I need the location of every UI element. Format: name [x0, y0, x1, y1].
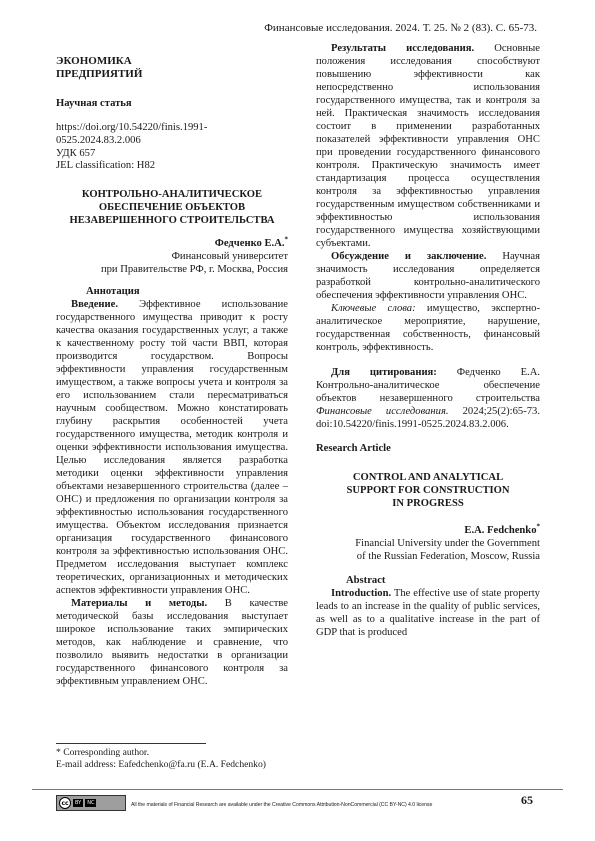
- author-footnote-mark-en: *: [536, 522, 540, 531]
- doi-line-2[interactable]: 0525.2024.83.2.006: [56, 134, 141, 146]
- jel-classification: JEL classification: H82: [56, 160, 156, 172]
- abstract-heading-en: Abstract: [346, 575, 386, 586]
- affiliation-en-2: of the Russian Federation, Moscow, Russia: [356, 551, 540, 562]
- cc-by-nc-icon: [56, 795, 126, 811]
- footnote-rule: [56, 743, 206, 744]
- corresponding-author: * Corresponding author.: [56, 747, 149, 758]
- keywords-text: имущество, экспертно-аналитическое мероприятие, нарушение, государственная собственность, финансовый контроль, эффективность.: [316, 303, 540, 353]
- keywords-ru: [316, 302, 540, 354]
- doi-line-1[interactable]: https://doi.org/10.54220/finis.1991-: [56, 122, 208, 133]
- affiliation-ru-1: Финансовый университет: [171, 251, 288, 263]
- article-type-ru: Научная статья: [56, 98, 132, 109]
- article-title-en: [316, 471, 540, 510]
- introduction-label: Введение.: [71, 299, 118, 311]
- title-en-line-2: SUPPORT FOR CONSTRUCTION: [346, 485, 510, 496]
- introduction-label-en: Introduction.: [331, 588, 392, 599]
- abstract-heading-ru: Аннотация: [86, 286, 140, 298]
- footnote: [56, 747, 296, 771]
- page-number: 65: [521, 793, 533, 807]
- abstract-introduction: [56, 298, 288, 597]
- abstract-introduction-en: [316, 587, 540, 639]
- abstract-methods: [56, 597, 288, 688]
- article-meta: [56, 122, 288, 173]
- affiliation-ru-2: при Правительстве РФ, г. Москва, Россия: [100, 264, 288, 276]
- affiliation-en-1: Financial University under the Government: [355, 538, 540, 549]
- left-column: [56, 55, 288, 688]
- discussion-label: Обсуждение и заключение.: [331, 251, 487, 262]
- results-label: Результаты исследования.: [331, 43, 475, 54]
- citation-text-2[interactable]: 2024;25(2):65-73. doi:10.54220/finis.1991-0525.2024.83.2.006.: [316, 406, 540, 430]
- article-type-en: Research Article: [316, 443, 391, 454]
- footer-rule: [32, 789, 563, 790]
- citation-journal: Финансовые исследования.: [316, 406, 449, 417]
- introduction-text-en: The effective use of state property leads to an increase in the quality of public services, as well as to a qualitative increase in the part of GDP that is produced: [316, 588, 540, 638]
- author-email[interactable]: E-mail address: Eafedchenko@fa.ru (E.A. Fedchenko): [56, 759, 266, 770]
- cc-license-badge[interactable]: [56, 795, 126, 811]
- author-en: [316, 524, 540, 537]
- udk: УДК 657: [56, 147, 96, 159]
- rubric-line-2: ПРЕДПРИЯТИЙ: [56, 68, 143, 80]
- title-en-line-1: CONTROL AND ANALYTICAL: [352, 472, 504, 483]
- citation-text-1: Федченко Е.А. Контрольно-аналитическое обеспечение объектов незавершенного строительства: [316, 367, 540, 404]
- author-name: Федченко Е.А.: [214, 238, 285, 250]
- author-name-en: E.A. Fedchenko: [464, 525, 537, 536]
- author-ru: [56, 237, 288, 250]
- title-en-line-3: IN PROGRESS: [392, 498, 464, 509]
- running-header: Финансовые исследования. 2024. Т. 25. № 2 (83). С. 65-73.: [264, 22, 537, 34]
- cc-nc-label: NC: [87, 800, 95, 806]
- abstract-results: [316, 42, 540, 250]
- title-line-3: НЕЗАВЕРШЕННОГО СТРОИТЕЛЬСТВА: [69, 215, 275, 227]
- abstract-discussion: [316, 250, 540, 302]
- license-text: All the materials of Financial Research are available under the Creative Commons Attribution-NonCommercial (CC BY-NC) 4.0 license: [131, 802, 433, 808]
- article-title-ru: [56, 188, 288, 227]
- methods-text: В качестве методической базы исследования выступает широкое использование таких эмпирических методов, как наблюдение и сравнение, что позволило выявить недостатки в организации государственного финансового контроля за эффективным управлением ОНС.: [56, 598, 288, 688]
- rubric-line-1: ЭКОНОМИКА: [56, 55, 132, 67]
- right-column: [316, 42, 540, 639]
- discussion-text: Научная значимость исследования определяется разработкой контрольно-аналитического обеспечения эффективности управления ОНС.: [316, 251, 540, 301]
- author-footnote-mark: *: [284, 235, 288, 244]
- keywords-label: Ключевые слова:: [331, 303, 416, 314]
- methods-label: Материалы и методы.: [71, 598, 208, 610]
- title-line-1: КОНТРОЛЬНО-АНАЛИТИЧЕСКОЕ: [81, 189, 263, 201]
- results-text: Основные положения исследования способствуют повышению эффективности как непосредственно использования государственного имущества, так и контроля за ней. Практическая значимость исследования состоит в применении разработанных показателей эффективности управления ОНС при проведении государственного финансового контроля. Практическую значимость имеет стандартизация процесса осуществления контроля за эффективностью управления государственным имуществом собственниками и эффективностью использования государственного имущества хозяйствующими субъектами.: [316, 43, 540, 249]
- citation-block: [316, 366, 540, 431]
- cc-icon: cc: [59, 797, 71, 809]
- title-line-2: ОБЕСПЕЧЕНИЕ ОБЪЕКТОВ: [98, 202, 246, 214]
- cc-by-label: BY: [75, 800, 82, 806]
- citation-label: Для цитирования:: [331, 367, 437, 378]
- introduction-text: Эффективное использование государственного имущества приводит к росту качества оказания государственных услуг, а также к качественному росту той части ВВП, которая производится государством. Вопросы эффективности управления государственным имуществом, а также вопросы учета и контроля за его использованием стали пересматриваться научным сообществом. Можно констатировать глубину раскрытия особенностей учета государственного имущества, методик контроля и оценки эффективности использования имущества. Целью исследования является разработка методики оценки эффективности управления объектами незавершенного строительства (далее – ОНС) и предложения по организации контроля за эффективностью использования государственного имущества. Объектом исследования признается организация государственного финансового контроля за эффективностью использования ОНС. Предметом исследования выступает комплекс теоретических, организационных и методических аспектов эффективности управления ОНС.: [56, 299, 288, 597]
